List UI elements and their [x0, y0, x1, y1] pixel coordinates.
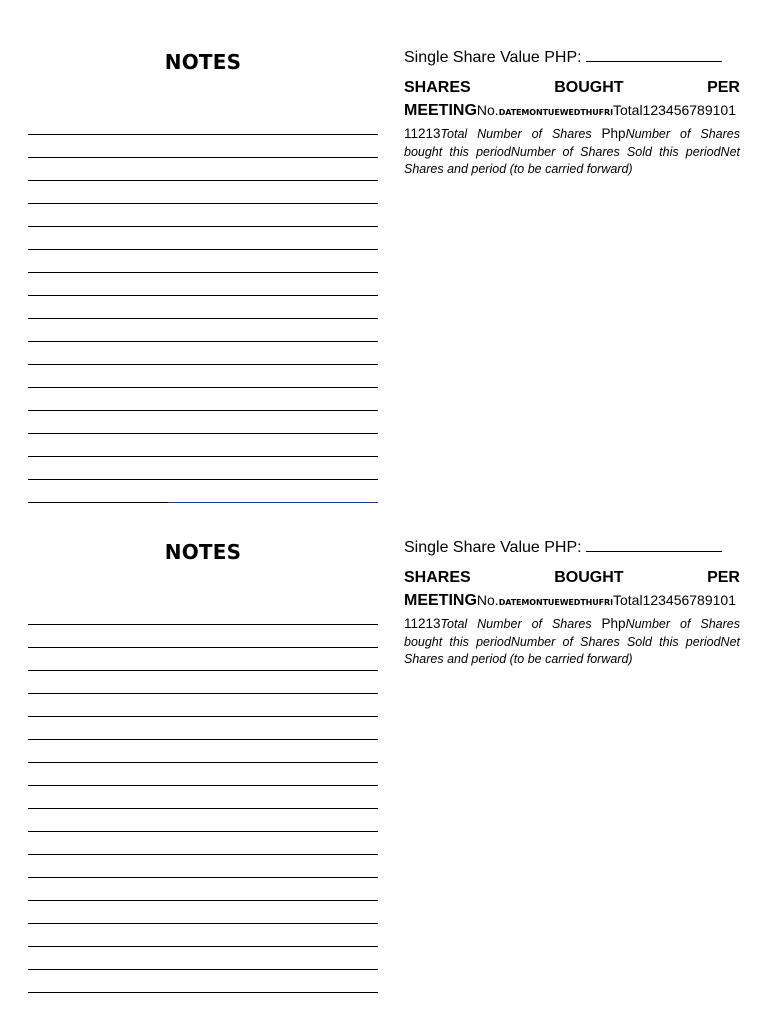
meeting-word: MEETING [404, 592, 477, 609]
note-line[interactable] [28, 181, 378, 204]
share-value-row [404, 47, 740, 67]
note-line[interactable] [28, 158, 378, 181]
heading-word: BOUGHT [554, 569, 624, 586]
share-value-blank[interactable] [586, 537, 722, 552]
share-value-label: Single Share Value PHP: [404, 49, 582, 66]
total-numbers: Total123456789101 [612, 102, 736, 118]
note-line[interactable] [28, 112, 378, 135]
note-line[interactable] [28, 648, 378, 671]
note-line[interactable] [28, 832, 378, 855]
heading-word: SHARES [404, 569, 471, 586]
heading-word: BOUGHT [554, 79, 624, 96]
note-line[interactable] [28, 342, 378, 365]
note-line[interactable] [28, 457, 378, 480]
note-line[interactable] [28, 671, 378, 694]
note-line[interactable] [28, 717, 378, 740]
note-line[interactable] [28, 204, 378, 227]
note-line[interactable] [28, 227, 378, 250]
note-line[interactable] [28, 763, 378, 786]
note-line[interactable] [28, 319, 378, 342]
ledger-block [404, 47, 740, 179]
days-label: DATEMONTUEWEDTHUFRI [498, 108, 613, 117]
note-line[interactable] [28, 855, 378, 878]
ledger-description [404, 125, 740, 179]
total-numbers: Total123456789101 [612, 592, 736, 608]
sold-period-label: Number of Shares Sold this period [510, 144, 721, 159]
no-label: No. [476, 102, 499, 118]
note-line[interactable] [28, 602, 378, 625]
carried-forward-label: Shares and period (to be carried forward) [404, 652, 633, 666]
cont-numbers: 11213 [404, 616, 441, 631]
total-shares-label: Total Number of Shares [440, 127, 592, 141]
note-line[interactable] [28, 947, 378, 970]
meeting-row [404, 589, 740, 614]
note-line[interactable] [28, 434, 378, 457]
note-line[interactable] [28, 411, 378, 434]
php-label: Php [601, 616, 626, 631]
share-value-blank[interactable] [586, 47, 722, 62]
note-line[interactable] [28, 296, 378, 319]
net-label: Net [720, 144, 740, 159]
note-line[interactable] [28, 786, 378, 809]
note-line[interactable] [28, 694, 378, 717]
ledger-block [404, 537, 740, 669]
number-of-shares-label: Number of Shares [625, 127, 740, 141]
heading-word: PER [707, 569, 740, 586]
heading-word: PER [707, 79, 740, 96]
ledger-heading [404, 567, 740, 589]
note-line[interactable] [28, 250, 378, 273]
note-line[interactable] [28, 809, 378, 832]
meeting-word: MEETING [404, 102, 477, 119]
ledger-description [404, 615, 740, 669]
note-line[interactable] [28, 970, 378, 993]
ledger-heading [404, 77, 740, 99]
days-label: DATEMONTUEWEDTHUFRI [498, 598, 613, 607]
note-line[interactable] [28, 273, 378, 296]
bought-period-label: bought this period [404, 634, 511, 649]
share-value-label: Single Share Value PHP: [404, 539, 582, 556]
cont-numbers: 11213 [404, 126, 441, 141]
number-of-shares-label: Number of Shares [625, 617, 740, 631]
no-label: No. [476, 592, 499, 608]
note-line[interactable] [28, 135, 378, 158]
note-line[interactable] [28, 901, 378, 924]
note-line[interactable] [28, 365, 378, 388]
note-line[interactable] [28, 740, 378, 763]
note-line[interactable] [28, 924, 378, 947]
meeting-row [404, 99, 740, 124]
bought-period-label: bought this period [404, 144, 511, 159]
net-label: Net [720, 634, 740, 649]
php-label: Php [601, 126, 626, 141]
note-line[interactable] [28, 480, 378, 503]
note-line[interactable] [28, 388, 378, 411]
notes-title: NOTES [164, 540, 242, 564]
notes-lines [28, 602, 378, 993]
share-value-row [404, 537, 740, 557]
notes-title: NOTES [164, 50, 242, 74]
carried-forward-label: Shares and period (to be carried forward) [404, 162, 633, 176]
total-shares-label: Total Number of Shares [440, 617, 592, 631]
notes-lines [28, 112, 378, 503]
note-line[interactable] [28, 625, 378, 648]
heading-word: SHARES [404, 79, 471, 96]
sold-period-label: Number of Shares Sold this period [510, 634, 721, 649]
note-line[interactable] [28, 878, 378, 901]
